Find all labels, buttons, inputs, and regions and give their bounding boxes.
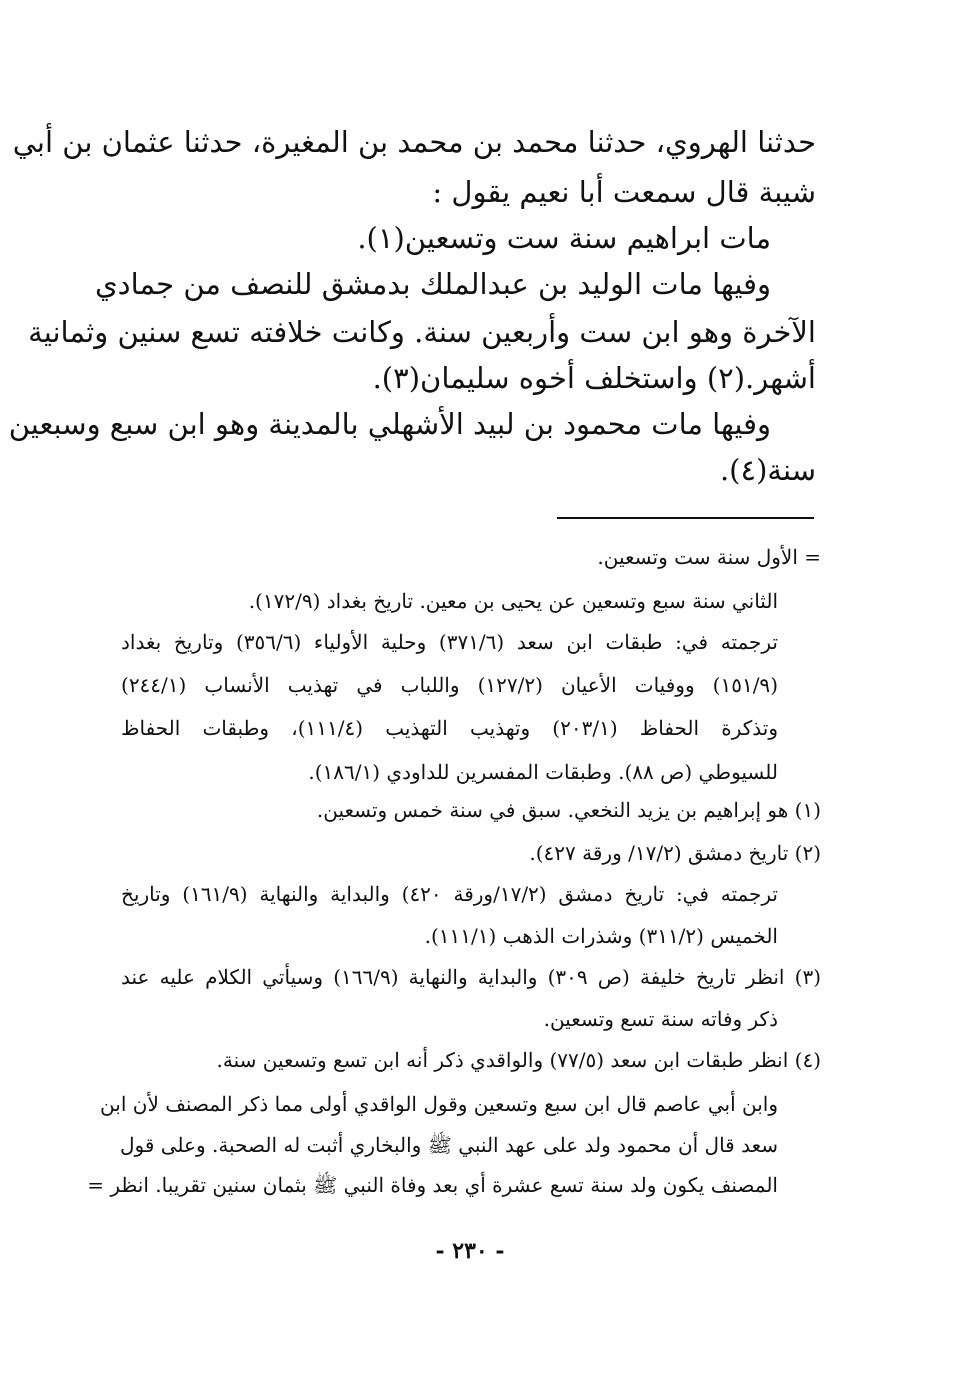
footnote-2: (٢) تاريخ دمشق (١٧/٢/ ورقة ٤٢٧). <box>529 841 821 865</box>
footnote-line-3: ترجمته في: طبقات ابن سعد (٣٧١/٦) وحلية الأولياء (٣٥٦/٦) وتاريخ بغداد <box>121 630 779 654</box>
main-text-line-8: سنة(٤). <box>719 453 816 487</box>
footnote-2-continued-2: الخميس (٣١١/٢) وشذرات الذهب (١١١/١). <box>424 924 778 948</box>
footnote-4-continued-1: وابن أبي عاصم قال ابن سبع وتسعين وقول الواقدي أولى مما ذكر المصنف لأن ابن <box>100 1092 778 1116</box>
main-text-line-1: حدثنا الهروي، حدثنا محمد بن محمد بن المغيرة، حدثنا عثمان بن أبي <box>12 125 816 159</box>
main-text-line-6: أشهر.(٢) واستخلف أخوه سليمان(٣). <box>372 361 816 395</box>
footnote-line-5: وتذكرة الحفاظ (٢٠٣/١) وتهذيب التهذيب (١١١/٤)، وطبقات الحفاظ <box>121 716 778 740</box>
main-text-line-2: شيبة قال سمعت أبا نعيم يقول : <box>432 175 816 209</box>
footnote-1: (١) هو إبراهيم بن يزيد النخعي. سبق في سنة خمس وتسعين. <box>316 798 821 822</box>
footnote-4-continued-2: سعد قال أن محمود ولد على عهد النبي ﷺ والبخاري أثبت له الصحبة. وعلى قول <box>119 1133 778 1157</box>
footnote-4: (٤) انظر طبقات ابن سعد (٧٧/٥) والواقدي ذكر أنه ابن تسع وتسعين سنة. <box>216 1048 821 1072</box>
footnote-line-1: = الأول سنة ست وتسعين. <box>597 545 821 569</box>
main-text-line-4: وفيها مات الوليد بن عبدالملك بدمشق للنصف من جمادي <box>94 267 771 301</box>
footnote-line-6: للسيوطي (ص ٨٨). وطبقات المفسرين للداودي (١٨٦/١). <box>308 760 778 784</box>
main-text-line-7: وفيها مات محمود بن لبيد الأشهلي بالمدينة وهو ابن سبع وسبعين <box>8 407 771 441</box>
footnote-3-continued: ذكر وفاته سنة تسع وتسعين. <box>543 1007 778 1031</box>
footnote-line-2: الثاني سنة سبع وتسعين عن يحيى بن معين. تاريخ بغداد (١٧٢/٩). <box>248 589 778 613</box>
footnote-separator <box>557 517 814 519</box>
footnote-2-continued-1: ترجمته في: تاريخ دمشق (١٧/٢/ورقة ٤٢٠) والبداية والنهاية (١٦١/٩) وتاريخ <box>121 882 779 906</box>
footnote-3: (٣) انظر تاريخ خليفة (ص ٣٠٩) والبداية والنهاية (١٦٦/٩) وسيأتي الكلام عليه عند <box>121 965 821 989</box>
main-text-line-3: مات ابراهيم سنة ست وتسعين(١). <box>357 221 771 255</box>
footnote-4-continued-3: المصنف يكون ولد سنة تسع عشرة أي بعد وفاة النبي ﷺ بثمان سنين تقريبا. انظر = <box>87 1173 778 1197</box>
main-text-line-5: الآخرة وهو ابن ست وأربعين سنة. وكانت خلافته تسع سنين وثمانية <box>28 315 816 349</box>
footnote-line-4: (١٥١/٩) ووفيات الأعيان (١٢٧/٢) واللباب في تهذيب الأنساب (٢٤٤/١) <box>121 673 778 697</box>
page-number: - ٢٣٠ - <box>435 1238 505 1264</box>
